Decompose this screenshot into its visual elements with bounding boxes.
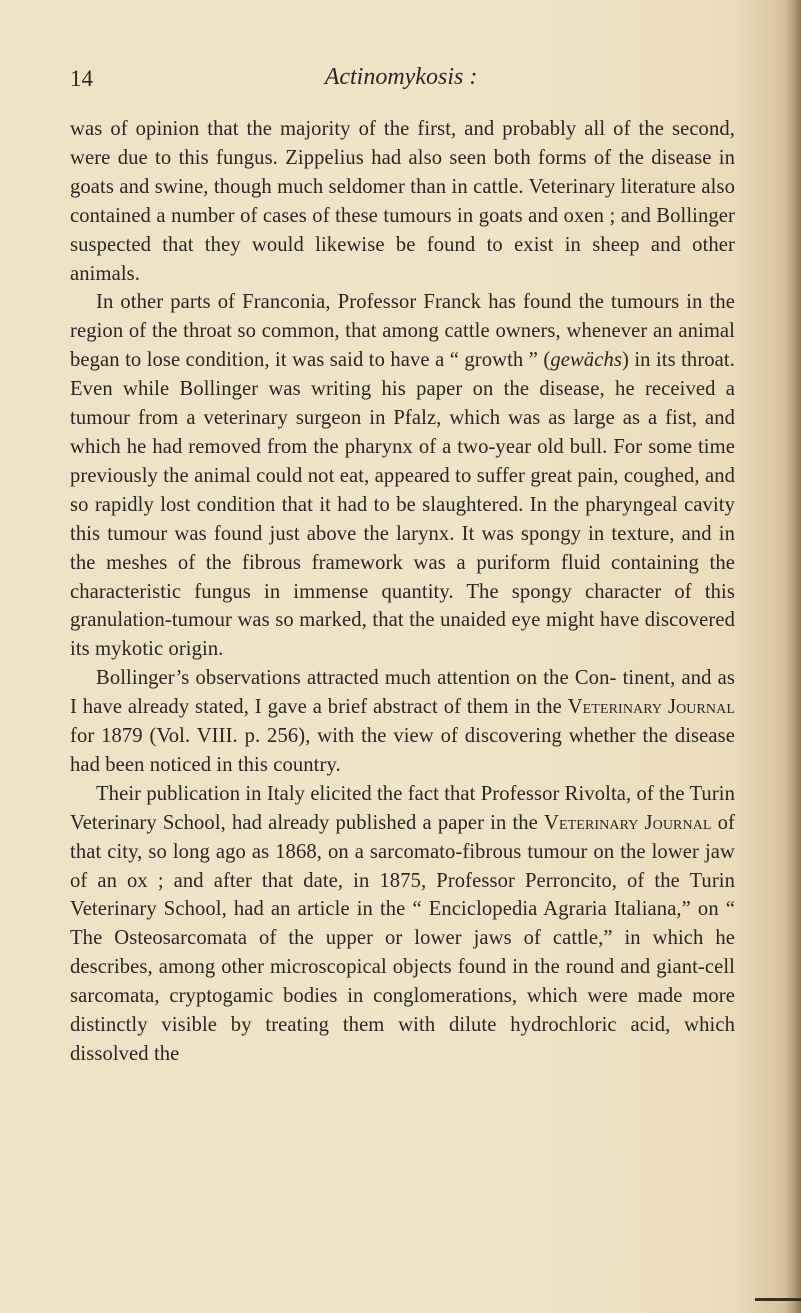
paragraph-text: In other parts of Franconia, Professor Franck has found the tumours in the region of the throat so common, that among cattle owners, whenever an animal began to lose condition, it was said to have a “ growth ” ( (70, 291, 735, 372)
paragraph-text: of that city, so long ago as 1868, on a sarcomato-fibrous tumour on the lower jaw of an ox ; and after that date, in 1875, Professor Perroncito, of the Turin Veterinary School, had an article in the “ Enciclopedia Agraria Italiana,” on “ The Osteosarcomata of the upper or lower jaws of cattle,” in which he describes, among other microscopical objects found in the round and giant-cell sarcomata, cryptogamic bodies in conglomerations, which were made more distinctly visible by treating them with dilute hydrochloric acid, which dissolved the (70, 811, 736, 1065)
paragraph-text: Bollinger’s observations attracted much attention on the Con- tinent, and as I have already stated, I gave a brief abstract of them in the (70, 667, 735, 719)
page-header (70, 66, 732, 106)
paragraph-text: ) in its throat. Even while Bollinger was writing his paper on the disease, he received a tumour from a veterinary surgeon in Pfalz, which was as large as a fist, and which he had removed from the pharynx of a two-year old bull. For some time previously the animal could not eat, appeared to suffer great pain, coughed, and so rapidly lost condition that it had to be slaughtered. In the pharyngeal cavity this tumour was found just above the larynx. It was spongy in texture, and in the meshes of the fibrous framework was a puriform fluid containing the characteristic fungus in immense quantity. The spongy character of this granulation-tumour was so marked, that the unaided eye might have discovered its mykotic origin. (70, 349, 735, 661)
journal-title: Veterinary Journal (544, 811, 712, 834)
page-edge-shadow (785, 0, 801, 1313)
paragraph (70, 115, 735, 288)
journal-title: Veterinary Journal (567, 696, 736, 719)
paragraph (70, 780, 735, 1069)
paragraph (70, 288, 735, 664)
paragraph-text: for 1879 (Vol. VIII. p. 256), with the view of discovering whether the disease had been noticed in this country. (70, 725, 735, 776)
bottom-edge-mark (755, 1298, 801, 1301)
paragraph-text: was of opinion that the majority of the first, and probably all of the second, were due to this fungus. Zippelius had also seen both forms of the disease in goats and swine, though much seldomer than in cattle. Veterinary literature also contained a number of cases of these tumours in goats and oxen ; and Bollinger suspected that they would likewise be found to exist in sheep and other animals. (70, 118, 735, 285)
paragraph (70, 664, 735, 780)
running-head: Actinomykosis : (324, 64, 478, 90)
italic-term: gewächs (550, 349, 622, 372)
body-text (70, 115, 735, 1069)
page-number: 14 (70, 66, 93, 91)
paragraph-text: Their publication in Italy elicited the fact that Professor Rivolta, of the Turin Veterinary School, had already published a paper in the (70, 782, 735, 834)
